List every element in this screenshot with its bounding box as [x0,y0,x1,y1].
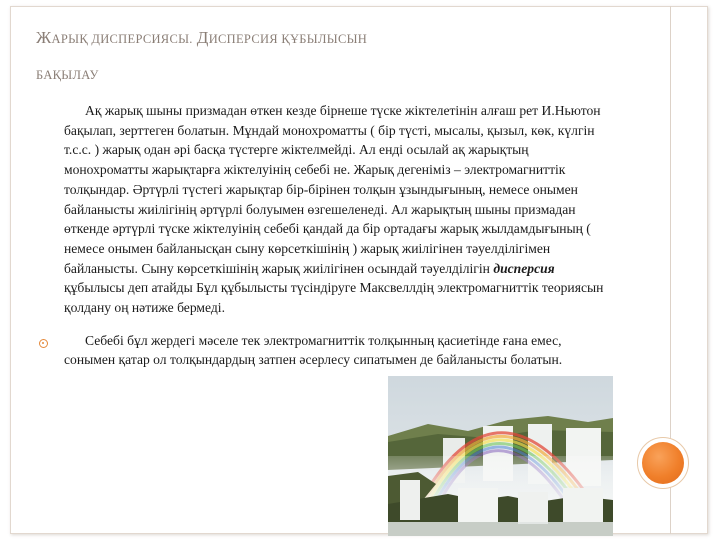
rainbow-waterfall-image [388,376,613,536]
title-line-2 [36,57,636,93]
paragraph-2: Себебі бұл жердегі мәселе тек электромагниттік толқынның қасиетінде ғана емес, сонымен қатар ол толқындардың затпен әсерлесу сипатымен де байланысты болатын. [64,332,563,368]
slide-title [36,20,636,93]
rainbow-waterfall-photo [388,376,613,536]
title-word-1: АРЫҚ ДИСПЕРСИЯСЫ. [51,32,193,46]
paragraph-1 [64,101,612,318]
term-dispersion: дисперсия [493,260,555,276]
title-word-3: БАҚЫЛАУ [36,68,99,82]
title-word-2: ИСПЕРСИЯ ҚҰБЫЛЫСЫН [208,32,368,46]
orange-ring-bullet-icon [39,339,48,348]
title-cap-2: Д [196,28,209,47]
orange-circle-decoration [642,442,684,484]
title-cap-1: Ж [36,28,52,47]
paragraph-1-text: Ақ жарық шыны призмадан өткен кезде бірнеше түске жіктелетінін алғаш рет И.Ньютон бақылап, зерттеген болатын. Мұндай монохроматты ( бір түсті, мысалы, қызыл, көк, күлгін т.с.с. ) жарық одан әрі басқа түстерге жіктелмейді. Ал енді осылай ақ жарықтың монохроматты жарықтарға жіктелуінің себебі не. Жарық дегеніміз – электромагниттік толқындар. Әртүрлі түстегі жарықтар бір-бірінен толқын ұзындығының, немесе онымен байланысты жиілігінің әртүрлі болуымен өзгешеленеді. Ал жарықтың шыны призмадан өткенде әртүрлі түске жіктелуінің себебі қандай да бір ортадағы жарық жылдамдығының ( немесе онымен байланысқан сыну көрсеткішінің ) жарық жиілігінен тәуелділігімен байланысты. Сыну көрсеткішінің жарық жиілігінен осындай тәуелділігін [64,103,601,276]
slide-body [64,101,612,370]
paragraph-1-ending: құбылысы деп атайды Бұл құбылысты түсіндіруге Максвеллдің электромагниттік теориясын қолдану оң нәтиже бермеді. [64,280,604,316]
title-line-1 [36,20,636,57]
